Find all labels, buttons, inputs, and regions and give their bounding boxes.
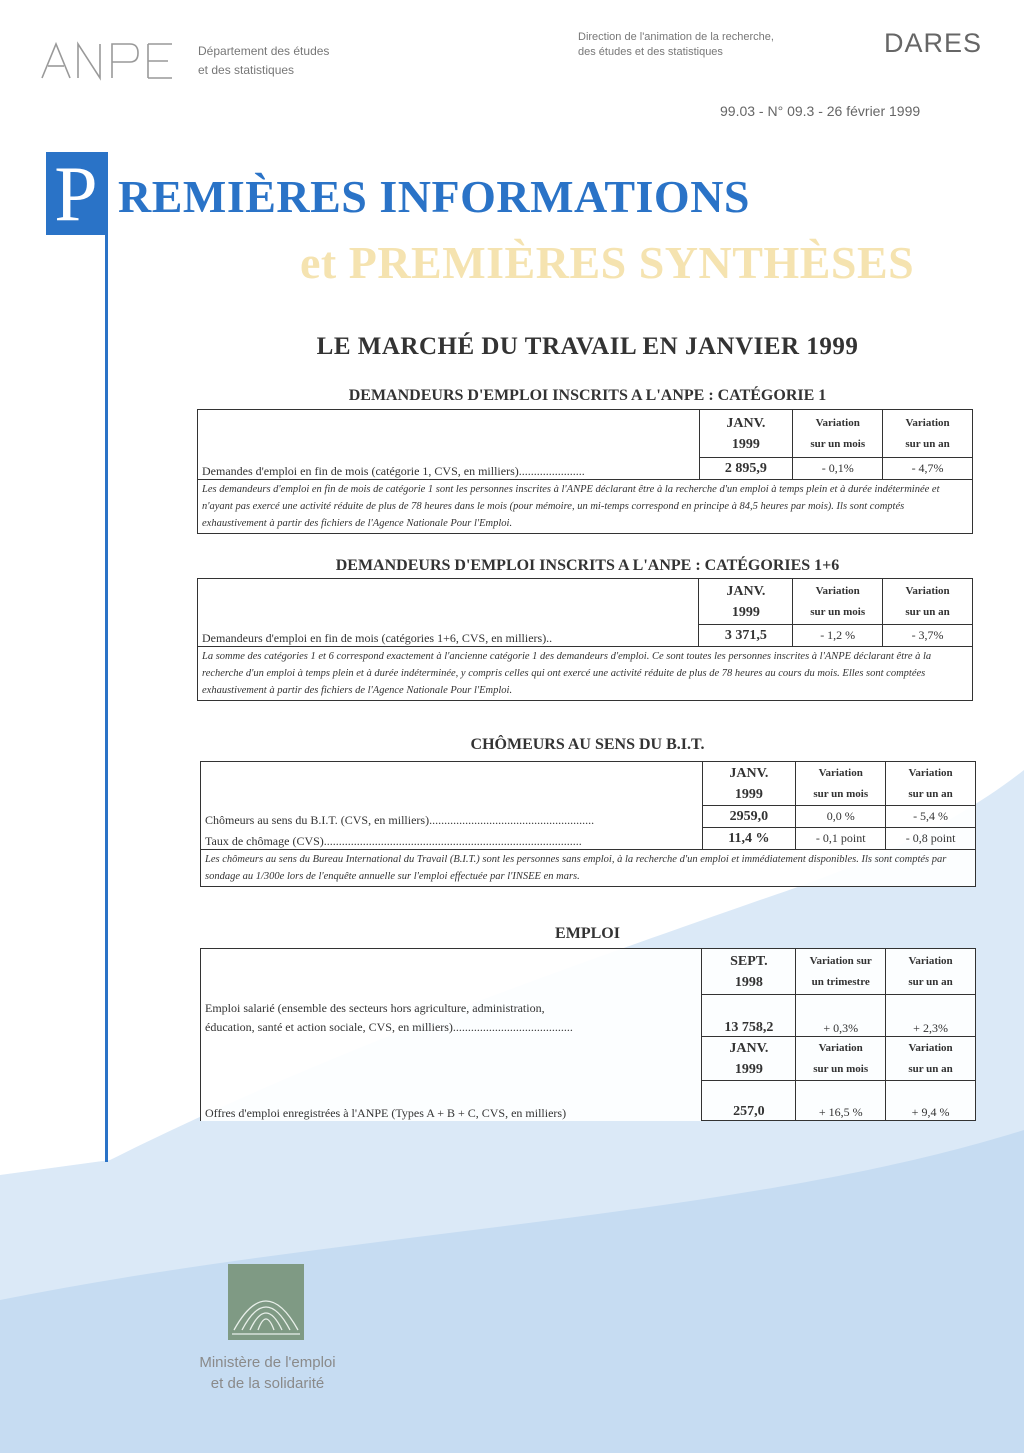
- issue-number: 99.03 - N° 09.3 - 26 février 1999: [720, 103, 921, 119]
- header-spacer: [201, 762, 703, 806]
- table-cat16: [197, 578, 973, 701]
- value-cell: 3 371,5: [699, 625, 793, 647]
- table-emploi: [200, 948, 976, 1121]
- anpe-logo: [38, 38, 188, 82]
- value-cell: 257,0: [702, 1081, 796, 1121]
- row-label: Taux de chômage (CVS)......................................................................................: [201, 828, 703, 850]
- banner-subtitle: et PREMIÈRES SYNTHÈSES: [300, 237, 915, 288]
- row-label: Demandeurs d'emploi en fin de mois (catégories 1+6, CVS, en milliers)..: [198, 579, 699, 647]
- header-variation-month: Variation sur un mois: [796, 762, 886, 806]
- table-cat1: [197, 409, 973, 534]
- header-period: JANV. 1999: [699, 579, 793, 625]
- header-period: JANV. 1999: [702, 1037, 796, 1081]
- variation-month-cell: - 1,2 %: [793, 625, 883, 647]
- header-variation-month: Variation sur un mois: [796, 1037, 886, 1081]
- header-variation-quarter: Variation sur un trimestre: [796, 949, 886, 995]
- header-variation-year: Variation sur un an: [883, 579, 973, 625]
- direction-label: Direction de l'animation de la recherche, des études et des statistiques: [578, 31, 774, 58]
- page-title: LE MARCHÉ DU TRAVAIL EN JANVIER 1999: [316, 333, 859, 360]
- variation-quarter-cell: + 0,3%: [796, 995, 886, 1037]
- value-cell: 13 758,2: [702, 995, 796, 1037]
- header-variation-month: Variation sur un mois: [793, 579, 883, 625]
- variation-month-cell: + 16,5 %: [796, 1081, 886, 1121]
- variation-year-cell: - 0,8 point: [886, 828, 976, 850]
- header-variation-month: Variation sur un mois: [793, 410, 883, 458]
- row-label: Demandes d'emploi en fin de mois (catégorie 1, CVS, en milliers)......................: [198, 410, 700, 480]
- header-period: JANV. 1999: [699, 410, 793, 458]
- section-title-cat1: DEMANDEURS D'EMPLOI INSCRITS A L'ANPE : CATÉGORIE 1: [348, 387, 827, 404]
- value-cell: 11,4 %: [702, 828, 796, 850]
- ministry-label: Ministère de l'emploi et de la solidarité: [199, 1354, 336, 1392]
- row-label: Emploi salarié (ensemble des secteurs hors agriculture, administration, éducation, santé et action sociale, CVS, en milliers)........................................: [201, 949, 702, 1037]
- row-label: Chômeurs au sens du B.I.T. (CVS, en milliers).......................................................: [201, 806, 703, 828]
- table-bit: [200, 761, 976, 887]
- section-title-bit: CHÔMEURS AU SENS DU B.I.T.: [470, 736, 705, 753]
- department-label: Département des études et des statistiques: [198, 44, 330, 77]
- ministry-logo: [228, 1264, 304, 1340]
- banner-initial: P: [46, 152, 106, 235]
- value-cell: 2959,0: [702, 806, 796, 828]
- dares-label: DARES: [884, 28, 983, 58]
- variation-month-cell: - 0,1 point: [796, 828, 886, 850]
- variation-year-cell: - 3,7%: [883, 625, 973, 647]
- note-text: Les chômeurs au sens du Bureau International du Travail (B.I.T.) sont les personnes sans emploi, à la recherche d'un emploi et immédiatement disponibles. Ils sont comptés par sondage au 1/300e lors de l'enquête annuelle sur l'emploi effectuée par l'INSEE en mars.: [201, 850, 976, 887]
- note-text: Les demandeurs d'emploi en fin de mois de catégorie 1 sont les personnes inscrites à l'ANPE déclarant être à la recherche d'un emploi à temps plein et à durée indéterminée et n'ayant pas exercé une activité réduite de plus de 78 heures dans le mois (pour mémoire, un mi-temps correspond en principe à 84,5 heures par mois). Ils sont comptés exhaustivement à partir des fichiers de l'Agence Nationale Pour l'Emploi.: [198, 480, 973, 534]
- variation-year-cell: - 5,4 %: [886, 806, 976, 828]
- variation-year-cell: + 9,4 %: [886, 1081, 976, 1121]
- header-variation-year: Variation sur un an: [886, 1037, 976, 1081]
- header-variation-year: Variation sur un an: [883, 410, 973, 458]
- variation-month-cell: - 0,1%: [793, 458, 883, 480]
- value-cell: 2 895,9: [699, 458, 793, 480]
- row-label: Offres d'emploi enregistrées à l'ANPE (Types A + B + C, CVS, en milliers): [201, 1037, 702, 1121]
- banner-title: REMIÈRES INFORMATIONS: [118, 171, 750, 222]
- header-period: JANV. 1999: [702, 762, 796, 806]
- header-variation-year: Variation sur un an: [886, 762, 976, 806]
- variation-year-cell: + 2,3%: [886, 995, 976, 1037]
- header-variation-year: Variation sur un an: [886, 949, 976, 995]
- note-text: La somme des catégories 1 et 6 correspond exactement à l'ancienne catégorie 1 des demandeurs d'emploi. Ce sont toutes les personnes inscrites à l'ANPE déclarant être à la recherche d'un emploi à temps plein et à durée indéterminée, y compris celles qui ont exercé une activité réduite de plus de 78 heures au cours du mois. Elles sont comptées exhaustivement à partir des fichiers de l'Agence Nationale Pour l'Emploi.: [198, 647, 973, 701]
- variation-month-cell: 0,0 %: [796, 806, 886, 828]
- section-title-cat16: DEMANDEURS D'EMPLOI INSCRITS A L'ANPE : CATÉGORIES 1+6: [335, 557, 840, 574]
- banner-rule: [105, 152, 108, 1162]
- section-title-emploi: EMPLOI: [555, 925, 620, 942]
- header-period: SEPT. 1998: [702, 949, 796, 995]
- variation-year-cell: - 4,7%: [883, 458, 973, 480]
